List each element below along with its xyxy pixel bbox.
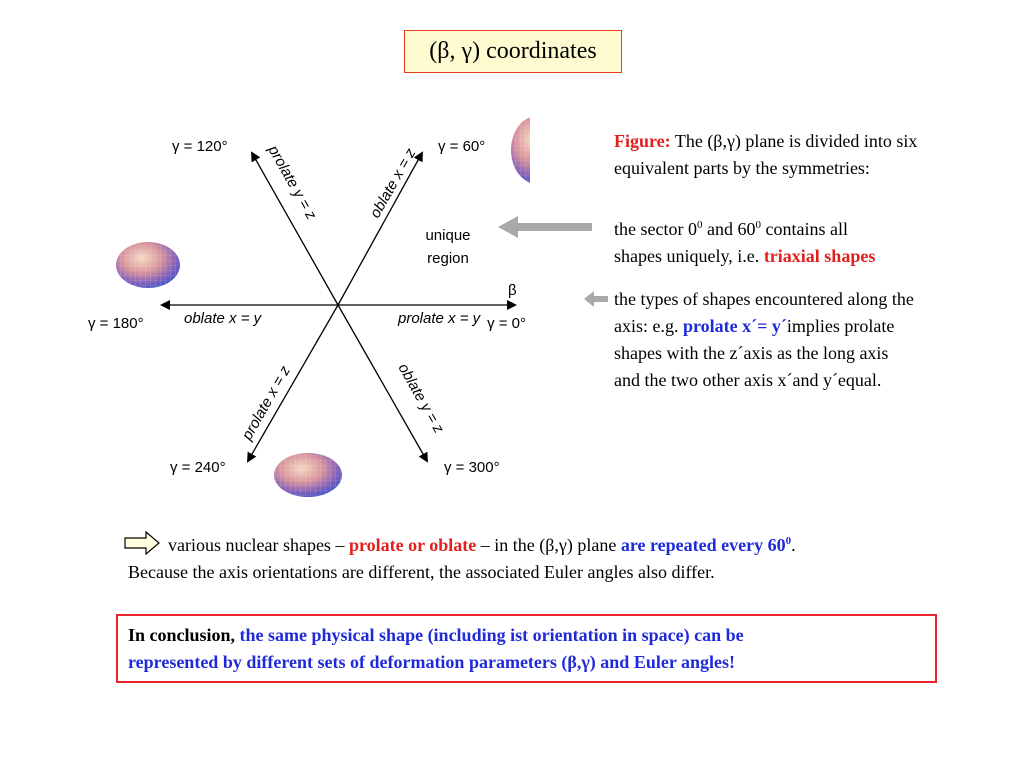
sector-note-part1: the sector 0 bbox=[614, 219, 697, 239]
axis-note-line2a: axis: e.g. bbox=[614, 316, 683, 336]
axis-gamma-60 bbox=[338, 153, 422, 305]
axis-label-oblate-y-z: oblate y = z bbox=[394, 360, 448, 437]
repeat-note-part1: various nuclear shapes – bbox=[168, 535, 349, 555]
gamma-0-label: γ = 0° bbox=[487, 315, 526, 332]
axis-label-oblate-x-z: oblate x = z bbox=[366, 145, 420, 221]
figure-caption-line2: equivalent parts by the symmetries: bbox=[614, 158, 870, 178]
unique-region-label-line1: unique bbox=[425, 227, 471, 244]
gamma-60-label: γ = 60° bbox=[438, 138, 486, 155]
ellipsoid-gamma-240 bbox=[274, 453, 342, 497]
repeat-note-hl2: are repeated every 60 bbox=[620, 535, 786, 555]
axis-note-line3: shapes with the z´axis as the long axis bbox=[614, 343, 889, 363]
sector-note-part3: contains all bbox=[760, 219, 848, 239]
beta-label: β bbox=[508, 282, 517, 299]
sector-note-part4: shapes uniquely, i.e. bbox=[614, 246, 764, 266]
axis-gamma-240 bbox=[248, 305, 338, 461]
conclusion-line1: the same physical shape (including ist orientation in space) can be bbox=[239, 625, 744, 645]
axis-note-line1: the types of shapes encountered along the bbox=[614, 289, 914, 309]
axis-label-prolate-y-z: prolate y = z bbox=[264, 142, 320, 223]
sector-note-part2: and 60 bbox=[702, 219, 756, 239]
ellipsoid-gamma-60 bbox=[511, 116, 530, 184]
gamma-300-label: γ = 300° bbox=[444, 459, 500, 476]
conclusion-box bbox=[116, 614, 937, 683]
gray-arrow-axis bbox=[584, 291, 608, 307]
axis-note bbox=[614, 286, 1019, 394]
sector-note-sup2: 0 bbox=[755, 219, 761, 231]
axis-label-prolate-x-y: prolate x = y bbox=[398, 310, 481, 327]
sector-note-highlight: triaxial shapes bbox=[763, 246, 876, 266]
repeat-note-part3: . bbox=[791, 535, 796, 555]
repeat-note-sup: 0 bbox=[785, 535, 792, 547]
conclusion-line2: represented by different sets of deformation parameters (β,γ) and Euler angles! bbox=[128, 652, 735, 672]
sector-note-sup1: 0 bbox=[696, 219, 703, 231]
unique-region-label-line2: region bbox=[427, 250, 469, 267]
conclusion-lead: In conclusion, bbox=[128, 625, 240, 645]
gamma-240-label: γ = 240° bbox=[170, 459, 226, 476]
ellipsoid-gamma-180 bbox=[116, 242, 180, 288]
figure-caption-head: Figure: bbox=[614, 131, 671, 151]
figure-caption bbox=[614, 128, 1014, 182]
figure-caption-line1: The (β,γ) plane is divided into six bbox=[670, 131, 918, 151]
slide-title bbox=[404, 30, 622, 73]
axis-label-oblate-x-y: oblate x = y bbox=[184, 310, 262, 327]
gray-arrow-sector bbox=[498, 216, 592, 238]
axis-note-line4: and the two other axis x´and y´equal. bbox=[614, 370, 882, 390]
axis-label-prolate-x-z: prolate x = z bbox=[238, 363, 294, 443]
gamma-180-label: γ = 180° bbox=[88, 315, 144, 332]
repeat-note-part2: – in the (β,γ) plane bbox=[476, 535, 621, 555]
sector-note bbox=[614, 212, 1014, 270]
slide-title-text: (β, γ) coordinates bbox=[429, 38, 597, 64]
repeat-note-line2: Because the axis orientations are different, the associated Euler angles also differ. bbox=[128, 562, 715, 582]
repeat-note bbox=[128, 528, 1008, 586]
gamma-120-label: γ = 120° bbox=[172, 138, 228, 155]
axis-note-line2b: implies prolate bbox=[786, 316, 895, 336]
repeat-note-hl1: prolate or oblate bbox=[348, 535, 477, 555]
beta-gamma-diagram bbox=[80, 105, 530, 505]
axis-note-highlight: prolate x´= y´ bbox=[683, 316, 787, 336]
